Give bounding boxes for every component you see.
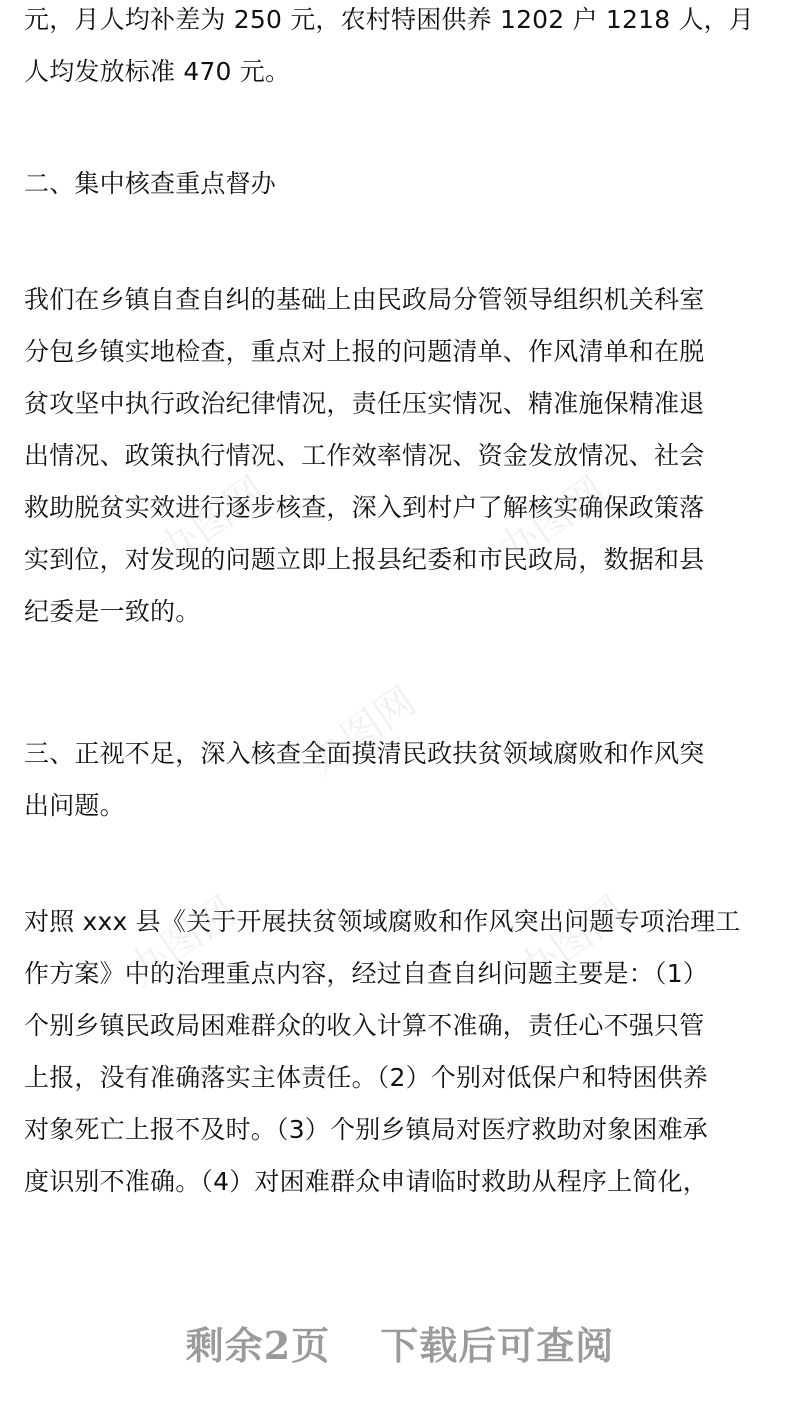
paragraph-line: 个别乡镇民政局困难群众的收入计算不准确，责任心不强只管 [24,1011,705,1040]
paragraph-line: 元，月人均补差为 250 元，农村特困供养 1202 户 1218 人，月 [24,5,755,34]
section-heading: 三、正视不足，深入核查全面摸清民政扶贫领域腐败和作风突 [24,739,705,768]
paragraph-line: 对象死亡上报不及时。（3）个别乡镇局对医疗救助对象困难承 [24,1115,709,1144]
remaining-pages-text: 剩余2页 [185,1323,331,1368]
paragraph-line: 分包乡镇实地检查，重点对上报的问题清单、作风清单和在脱 [24,337,705,366]
section-heading: 二、集中核查重点督办 [24,169,277,198]
watermark-logo: 办图网 [509,888,635,995]
paragraph-line: 实到位，对发现的问题立即上报县纪委和市民政局，数据和县 [24,545,705,574]
watermark-logo: 办图网 [149,468,275,575]
section-heading: 出问题。 [24,791,125,820]
paragraph-line: 人均发放标准 470 元。 [24,57,291,86]
paragraph-line: 作方案》中的治理重点内容，经过自查自纠问题主要是：（1） [24,959,709,988]
paragraph-line: 度识别不准确。（4）对困难群众申请临时救助从程序上简化， [24,1167,709,1196]
paragraph-line: 救助脱贫实效进行逐步核查，深入到村户了解核实确保政策落 [24,493,705,522]
download-to-view-text: 下载后可查阅 [380,1323,615,1368]
paragraph-line: 我们在乡镇自查自纠的基础上由民政局分管领导组织机关科室 [24,285,705,314]
paragraph-line: 对照 xxx 县《关于开展扶贫领域腐败和作风突出问题专项治理工 [24,907,741,936]
paragraph-line: 上报，没有准确落实主体责任。（2）个别对低保户和特困供养 [24,1063,709,1092]
watermark-logo: 办图网 [119,888,245,995]
paragraph-line: 出情况、政策执行情况、工作效率情况、资金发放情况、社会 [24,441,705,470]
watermark-logo: 办图网 [299,678,425,785]
download-prompt[interactable] [0,1315,800,1370]
watermark-logo: 办图网 [489,468,615,575]
paragraph-line: 纪委是一致的。 [24,597,201,626]
paragraph-line: 贫攻坚中执行政治纪律情况，责任压实情况、精准施保精准退 [24,389,705,418]
